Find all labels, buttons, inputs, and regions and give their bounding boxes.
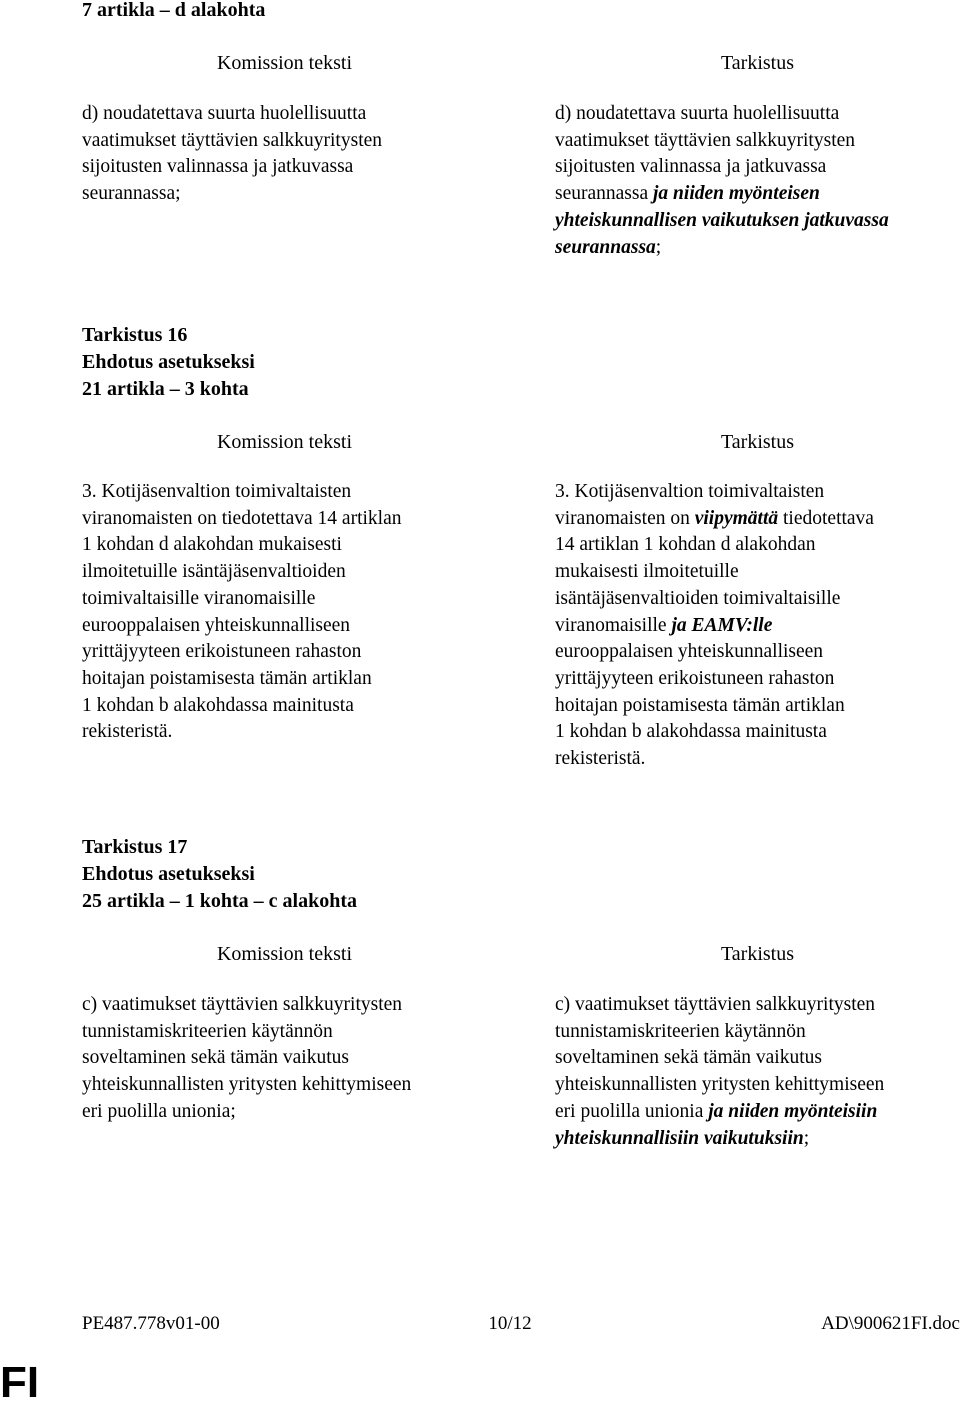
amendment-text-segment: tiedotettava 14 artiklan 1 kohdan d alakohdan mukaisesti ilmoitetuille isäntäjäsenvaltioiden toimivaltaisille viranomaisille: [555, 507, 874, 636]
commission-text: d) noudatettava suurta huolellisuutta vaatimukset täyttävien salkkuyritysten sijoitusten valinnassa ja jatkuvassa seurannassa;: [82, 103, 383, 205]
amendment-text-segment: ;: [655, 236, 662, 258]
language-code: FI: [0, 1358, 40, 1407]
commission-text: c) vaatimukset täyttävien salkkuyritysten tunnistamiskriteerien käytännön soveltaminen sekä tämän vaikutus yhteiskunnallisten yritysten kehittymiseen eri puolilla unionia;: [82, 994, 412, 1122]
commission-label: Komission teksti: [216, 431, 352, 453]
amendment-label: Tarkistus: [720, 943, 795, 965]
article-reference: 21 artikla – 3 kohta: [82, 378, 249, 400]
amendment-heading: [82, 322, 255, 403]
amendment-text-segment: ;: [803, 1127, 810, 1149]
commission-text: 3. Kotijäsenvaltion toimivaltaisten viranomaisten on tiedotettava 14 artiklan 1 kohdan d alakohdan mukaisesti ilmoitetuille isäntäjäsenvaltioiden toimivaltaisille viranomaisille eurooppalaisen yhteiskunnalliseen yrittäjyyteen erikoistuneen rahaston hoitajan poistamisesta tämän artiklan 1 kohdan b alakohdassa mainitusta rekisteristä.: [82, 481, 402, 743]
proposal-label: Ehdotus asetukseksi: [82, 863, 255, 885]
page-number: 10/12: [488, 1313, 532, 1334]
document-reference: PE487.778v01-00: [82, 1313, 220, 1334]
commission-label: Komission teksti: [216, 52, 352, 74]
amendment-change: ja niiden myönteisiin yhteiskunnallisiin vaikutuksiin: [555, 1100, 878, 1149]
amendment-text: [555, 992, 960, 1152]
amendment-label: Tarkistus: [720, 431, 795, 453]
commission-label: Komission teksti: [216, 943, 352, 965]
amendment-number: Tarkistus 17: [82, 836, 188, 858]
amendment-text: [555, 101, 960, 261]
file-name: AD\900621FI.doc: [821, 1313, 960, 1334]
amendment-heading: [82, 834, 357, 915]
article-reference: 25 artikla – 1 kohta – c alakohta: [82, 890, 358, 912]
proposal-label: Ehdotus asetukseksi: [82, 351, 255, 373]
amendment-label: Tarkistus: [720, 52, 795, 74]
amendment-change: ja niiden myönteisen yhteiskunnallisen vaikutuksen jatkuvassa seurannassa: [555, 183, 889, 258]
amendment-text-segment: eurooppalaisen yhteiskunnalliseen yrittäjyyteen erikoistuneen rahaston hoitajan poistamisesta tämän artiklan 1 kohdan b alakohdassa mainitusta rekisteristä.: [555, 641, 845, 770]
amendment-text: [555, 479, 960, 773]
amendment-change: viipymättä: [694, 507, 779, 529]
amendment-text-segment: c) vaatimukset täyttävien salkkuyritysten tunnistamiskriteerien käytännön soveltaminen sekä tämän vaikutus yhteiskunnallisten yritysten kehittymiseen eri puolilla unionia: [555, 994, 885, 1122]
amendment-change: ja EAMV:lle: [671, 614, 773, 636]
amendment-number: Tarkistus 16: [82, 324, 188, 346]
amendment-text-segment: d) noudatettava suurta huolellisuutta vaatimukset täyttävien salkkuyritysten sijoitusten valinnassa ja jatkuvassa seurannassa: [555, 103, 856, 205]
article-heading: 7 artikla – d alakohta: [82, 0, 266, 21]
amendment-text-segment: 3. Kotijäsenvaltion toimivaltaisten viranomaisten on: [555, 481, 825, 529]
